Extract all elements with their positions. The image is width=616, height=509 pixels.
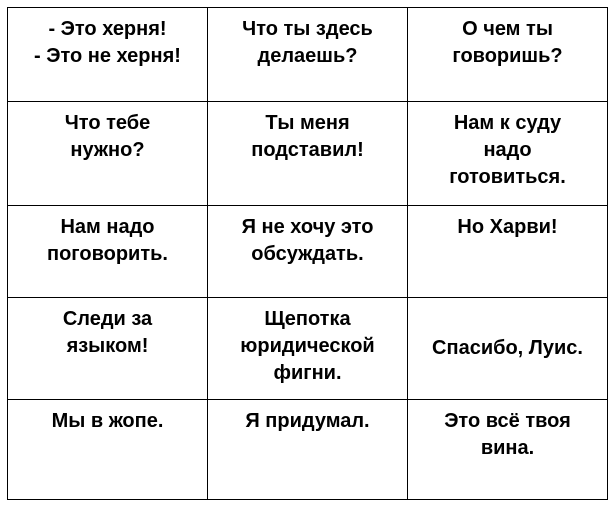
cell-text-line: надо [483,139,532,161]
cell-text-line: Я не хочу это [241,216,374,238]
cell-text-line: юридической [240,335,375,357]
cell-text-line: Мы в жопе. [51,410,164,432]
cell-text-line: Что ты здесь [242,18,373,40]
cell-text-line: поговорить. [47,243,168,265]
grid-cell [8,400,208,500]
cell-text-line: Это всё твоя [444,410,571,432]
grid-cell [208,8,408,102]
grid-cell [408,298,608,400]
cell-text-line: Нам надо [60,216,155,238]
grid-cell [408,8,608,102]
grid-cell [8,8,208,102]
cell-text-line: Нам к суду [453,112,562,134]
phrase-grid [7,7,607,499]
cell-text-line: - Это не херня! [34,45,181,67]
cell-text-line: фигни. [273,362,342,384]
cell-text-line: делаешь? [257,45,358,67]
grid-cell [8,206,208,298]
grid-cell [208,206,408,298]
cell-text-line: О чем ты [462,18,553,40]
cell-text-line: Следи за [62,308,153,330]
table-row [8,8,608,102]
cell-text-line: говоришь? [452,45,563,67]
cell-text-line: Спасибо, Луис. [432,337,583,359]
cell-text-line: Щепотка [264,308,351,330]
grid-cell [8,298,208,400]
cell-text-line: обсуждать. [251,243,364,265]
cell-text-line: - Это херня! [48,18,167,40]
grid-cell [8,102,208,206]
grid-cell [208,298,408,400]
cell-text-line: подставил! [251,139,364,161]
table-row [8,102,608,206]
grid-cell [408,206,608,298]
cell-text-line: Что тебе [64,112,151,134]
cell-text-line: Ты меня [265,112,350,134]
phrase-table [7,7,608,500]
grid-cell [408,400,608,500]
table-row [8,206,608,298]
grid-cell [208,400,408,500]
table-row [8,400,608,500]
grid-cell [408,102,608,206]
cell-text-line: нужно? [70,139,145,161]
grid-cell [208,102,408,206]
cell-text-line: готовиться. [449,166,566,188]
cell-text-line: Но Харви! [457,216,558,238]
cell-text-line: вина. [480,437,535,459]
table-row [8,298,608,400]
cell-text-line: Я придумал. [245,410,370,432]
cell-text-line: языком! [66,335,149,357]
